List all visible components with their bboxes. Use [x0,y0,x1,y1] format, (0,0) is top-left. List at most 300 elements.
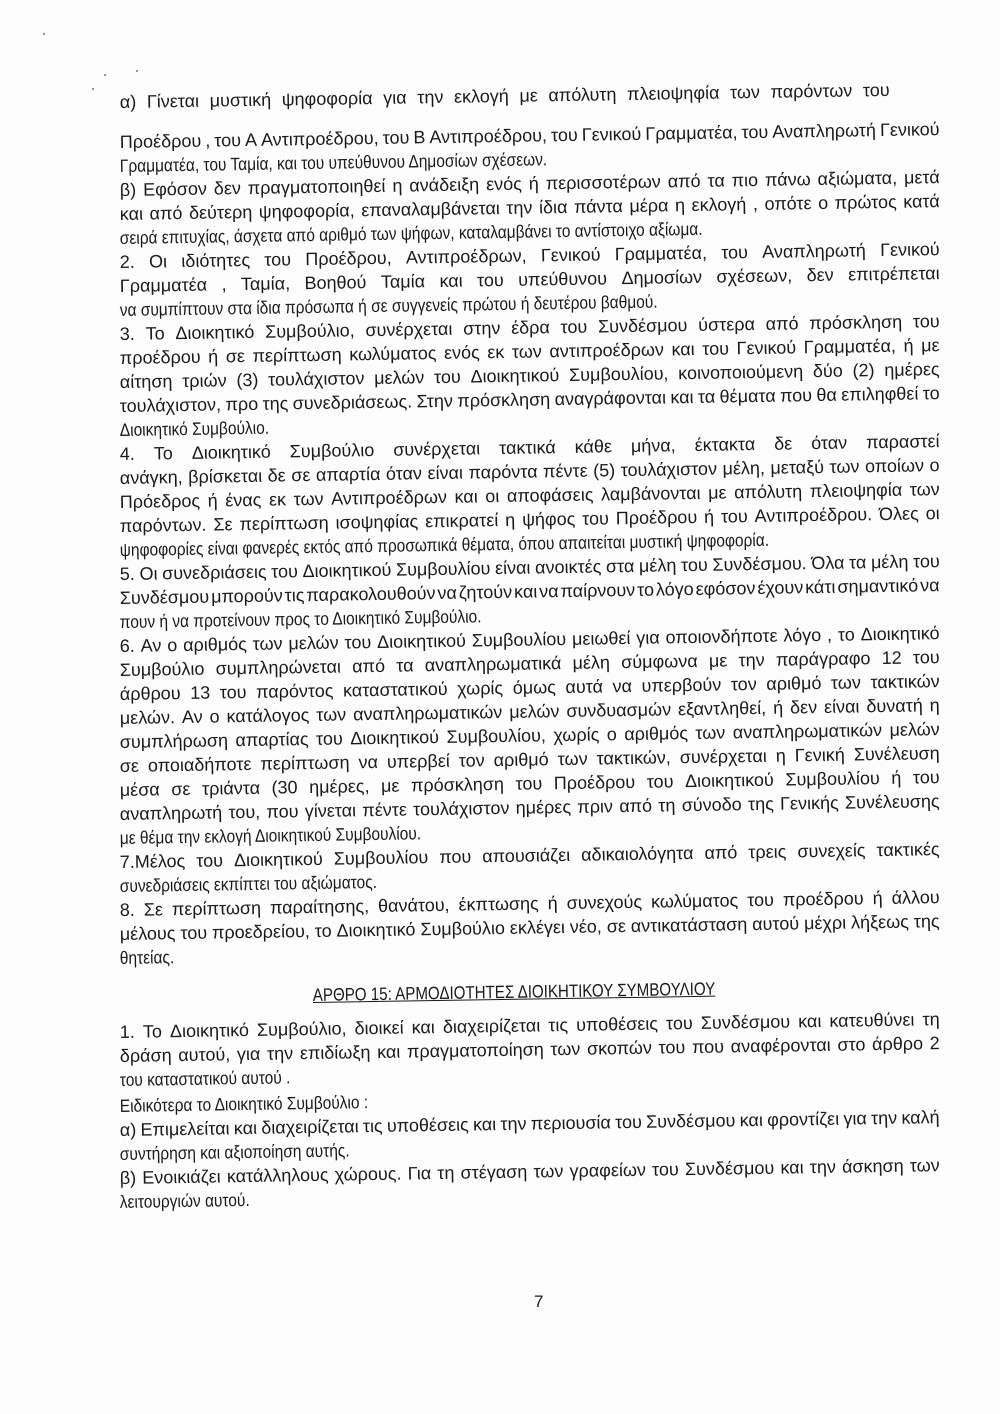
word: Γενικού [581,123,642,145]
word: των [293,488,324,510]
word: των [909,1155,940,1176]
word: κοινοποιούμενη [678,361,804,384]
word: οποιονδήποτε [665,625,778,648]
word: παρόντων. [119,514,207,537]
word: καταστατικού [342,678,448,701]
word: ένας [225,489,262,511]
word: εκλογή [691,194,747,216]
word: γίνεται [304,800,357,822]
word: σύμφωνα [621,650,698,673]
word: Αντιπροέδρων, [405,245,527,268]
word: αριθμός [624,723,689,745]
word: ή [547,893,558,914]
word: τις [548,1014,569,1036]
word: τα [396,655,414,676]
word: την [809,1156,837,1178]
word: Διοικητικό [175,321,255,344]
word: ύστερα [698,314,756,335]
word: δε [267,465,286,486]
word: του [741,121,769,143]
word: ή [528,173,539,194]
word: 3. [119,323,135,345]
word: ο [167,635,178,656]
word: τριών [182,370,227,392]
word: δεν [789,697,818,718]
word: μελών [509,701,560,722]
word: Συμβούλιο [119,658,205,681]
word: που [779,385,813,406]
word: 2 [929,1033,940,1054]
scan-speck [104,74,106,76]
scan-speck [43,33,45,35]
word: πριν [577,796,614,817]
word: αναπληρωματικών [732,720,883,743]
word: χώρους. [334,1163,402,1185]
word: στην [462,318,501,339]
word: συνδυασμών [566,699,672,721]
word: κατευθύνει [829,1009,915,1031]
word: ημέρες, [309,776,370,798]
word: φροντίζει [766,1108,840,1130]
article-15-heading: ΑΡΘΡΟ 15: ΑΡΜΟΔΙΟΤΗΤΕΣ ΔΙΟΙΚΗΤΙΚΟΥ ΣΥΜΒΟΥΛΙΟΥ [312,978,716,1006]
word: περίπτωση [252,344,342,366]
word: παρόντων [770,80,853,102]
word: των [511,341,542,362]
word: οπότε [764,193,812,214]
word: εκλογή [453,85,509,107]
word: λόγο [655,578,694,600]
word: του [747,889,775,911]
word: υποθέσεις [575,1013,659,1035]
word: προέδρου [119,346,201,369]
word: πλειοψηφία [626,82,720,105]
word: συμπληρώνεται [215,656,342,679]
word: Γραμματέα, [803,335,897,358]
text-line [120,80,890,113]
page-number: 7 [534,1292,544,1311]
word: τριάντα [201,777,261,799]
word: Αναπληρωτή [772,120,877,142]
word: Γενικού [540,244,601,266]
word: και [376,1041,401,1062]
word: παρακολουθούν [306,583,436,606]
word: ψηφοφορία [281,88,373,110]
word: πλειοψηφία [809,479,903,502]
word: του [658,1037,686,1058]
word: 6. [119,635,135,657]
word: άρθρου [119,683,181,705]
word: ο [209,706,220,727]
word: Δημοσίων [621,266,703,289]
word: κωλύματος [349,343,437,365]
word: ο [929,455,940,476]
word: Διοικητικό [336,919,416,941]
word: να [437,582,458,604]
word: την [506,197,533,218]
word: από [352,655,386,677]
word: των [695,722,726,743]
word: ο [606,724,617,745]
word: τακτικών [870,671,940,693]
word: ή [703,506,715,527]
word: Συμβουλίου [395,558,491,580]
word: συνεχούς [566,891,643,913]
word: περίπτωση [260,752,350,774]
word: 1. [119,1021,135,1043]
word: του [315,728,343,749]
word: συνέρχεται [393,438,481,460]
word: η [775,745,786,766]
word: του [646,771,674,792]
word: σε [606,916,627,937]
word: απόλυτη [548,84,617,106]
word: περισσοτέρων [545,171,661,194]
word: Διοικητικό [191,441,271,463]
word: ή [207,490,218,511]
word: Στην [416,390,454,412]
word: για [383,87,407,108]
word: του [582,508,610,529]
word: παίρνουν [560,579,636,602]
word: τουλάχιστον [412,797,510,820]
word: του [433,366,461,388]
word: Συνδέσμου [684,1157,775,1180]
word: εφόσον [695,578,756,599]
word: προέδρου [782,888,864,910]
word: είναι [494,557,531,579]
word: καλή [901,1107,940,1128]
word: και [472,1114,497,1135]
word: παραστεί [865,431,940,453]
word: υπερβούν [641,674,722,696]
word: , [205,130,211,151]
word: Επιμελείται [140,1118,230,1140]
word: τουλάχιστον [620,458,718,481]
word: Αναπληρωτή [762,240,867,262]
word: δεν [213,178,242,199]
word: Ταμία [380,271,426,292]
word: λόγο [783,624,822,646]
word: δεύτερη [188,201,253,223]
word: σημαντικό [837,575,919,597]
word: Όλες [878,503,919,525]
word: συνέρχεται [365,318,453,341]
word: Γενικής [779,792,839,814]
word: πραγματοποιηθεί [247,175,386,198]
word: τα [848,552,867,573]
word: του [180,922,208,944]
word: και [119,203,144,225]
word: μελών [889,719,940,740]
word: του [862,79,890,101]
word: Συμβουλίου [785,768,880,790]
word: επαναλαμβάνεται [361,198,500,221]
word: έκπτωσης [458,893,539,915]
word: η [392,175,403,196]
word: ενός [485,173,523,195]
word: δράση [119,1045,172,1067]
word: του [614,1111,642,1133]
word: ή [891,767,902,788]
word: πάνω [764,169,811,190]
word: Σε [143,899,164,920]
word: συνέρχεται [679,745,767,768]
word: Συνέλευση [853,743,940,765]
word: 12 [881,647,902,669]
word: Σε [213,514,233,535]
word: ο [817,192,829,214]
word: διαχειρίζεται [442,1015,541,1037]
word: Συμβουλίου, [568,363,669,385]
word: χωρίς [457,677,504,699]
word: του [264,249,292,270]
word: στο [837,1034,866,1055]
word: που [439,846,472,867]
word: εκλέγει [509,917,566,938]
word: Διοικητικού [302,559,392,582]
word: Γενικού [879,119,940,141]
word: αίτηση [119,371,173,393]
word: εκ [487,341,505,363]
word: (5) [593,460,616,481]
word: συνεδριάσεως. [292,391,413,414]
scan-speck [136,70,138,72]
word: την [417,86,444,108]
word: από [667,170,701,192]
word: μετά [903,167,940,188]
word: Διοικητικού [376,630,467,652]
word: Αν [181,706,203,728]
word: του [912,551,940,572]
word: θα [816,384,837,406]
word: την [738,649,765,671]
word: του [344,632,372,653]
word: τακτικών, [596,747,671,769]
word: ή [772,697,784,718]
word: μέσα [119,779,160,801]
word: Το [153,443,173,464]
word: έκτακτα [694,434,756,455]
word: περίπτωση [239,512,329,535]
word: από [619,795,653,817]
word: κάθε [574,436,613,457]
word: Προέδρου, [305,247,392,270]
word: Το [142,1021,163,1042]
word: λήξεως [850,911,909,933]
word: υπερβεί [386,750,450,772]
word: του [651,1159,679,1180]
word: του [476,269,504,291]
word: μελών [373,367,425,389]
word: Συμβούλιο, [264,320,355,342]
word: στα [605,555,635,577]
word: μελών [288,632,339,654]
word: Προέδρου [119,130,202,153]
word: ισοψηφίας [335,511,419,533]
word: σε [291,465,311,486]
word: πέντε [362,799,408,821]
word: αντικατάσταση [630,914,748,936]
word: την [266,1043,294,1064]
word: νέο, [569,916,603,937]
word: , [752,193,759,215]
word: Διοικητικού [470,365,560,387]
word: θέματα [719,385,776,407]
word: για [236,1043,261,1065]
word: απουσιάζει [482,844,571,867]
word: και [780,1157,804,1178]
text-line: λειτουργιών αυτού. [119,1189,250,1213]
word: το [314,920,332,941]
word: Συμβουλίου, [446,725,547,747]
word: ζητούν [458,581,513,603]
word: παράγραφο [775,648,871,670]
word: ίδια [538,196,568,218]
word: ημέρες [884,359,940,380]
word: αριθμό [766,672,822,694]
word: αξιώματα, [817,167,898,190]
word: Το [145,323,165,344]
word: δύο [812,360,843,382]
text-line [120,119,940,153]
text-line: σειρά επιτυχίας, άσχετα από αριθμό των ψήφων, καταλαμβάνει το αντίστοιχο αξίωμα. [119,218,703,249]
word: α) [119,91,137,113]
word: που [266,801,299,822]
text-line: Διοικητικό Συμβούλιο. [119,417,270,441]
word: το [837,624,855,645]
word: τις [284,585,305,606]
word: επιτρέπεται [847,263,940,285]
word: Β [413,127,426,148]
word: συνεδριάσεις [161,561,267,584]
word: έχουν [757,577,804,598]
word: της [747,793,774,815]
word: επιδίωξη [299,1042,371,1064]
word: Συνδέσμου [645,1110,736,1132]
word: του [214,130,242,151]
word: Αντιπροέδρου, [260,127,379,150]
word: ή [872,888,883,909]
word: παρόντα [468,461,538,483]
word: από [765,313,799,334]
word: και [739,1109,764,1131]
word: Γραμματέα, [645,122,738,144]
word: να [919,575,940,596]
word: τακτικά [498,437,556,459]
word: οποιαδήποτε [147,753,252,776]
word: δεν [806,264,834,286]
word: Διοικητικού [684,769,774,792]
word: του [702,338,730,359]
word: παρόντος [255,680,334,702]
word: προεδρείου, [211,921,310,943]
word: άλλου [891,887,940,908]
word: Συνδέσμου [597,315,688,337]
word: Προέδρου [553,771,636,794]
word: Διοικητικό [169,1019,250,1042]
word: οι [925,503,940,524]
word: ιδιότητες [181,249,251,272]
word: Γενικού [879,239,940,261]
word: υποθέσεις [386,1114,469,1136]
word: του [912,311,940,332]
word: με [380,775,400,796]
word: του [560,316,588,338]
word: σκοπών [586,1037,653,1059]
word: Γενικού [736,337,797,359]
text-line: πουν ή να προτείνουν προς το Διοικητικό Συμβούλιο. [119,606,482,633]
word: Οι [139,563,158,584]
word: τη [658,795,676,816]
word: αναγράφονται [554,387,667,410]
word: εξαντληθεί, [677,697,767,720]
word: που [691,1036,725,1058]
word: από [704,842,738,863]
word: των [252,633,283,654]
word: τρεις [748,841,787,863]
word: ανάγκη, [119,467,183,489]
word: πρόσκληση [809,311,903,334]
word: της [913,911,940,932]
word: μπορούν [210,585,283,607]
word: αριθμό [493,749,549,771]
word: πρόσκληση [457,389,551,411]
word: τη [922,1009,940,1030]
word: Γενική [794,744,845,766]
word: , [221,274,227,295]
word: κάτι [805,576,836,598]
word: αναπληρωματικών [352,701,503,725]
word: και [671,338,695,360]
word: η [929,695,940,716]
word: όταν [810,432,848,454]
word: τις [362,1115,383,1137]
word: για [636,627,660,648]
word: με [920,335,940,356]
word: και [439,270,463,291]
word: παραίτησης, [269,896,370,918]
word: Αντιπροέδρου. [754,504,873,527]
word: αδικαιολόγητα [581,842,694,865]
word: ή [208,346,219,367]
word: πρώτος [834,191,897,213]
word: να [612,675,633,697]
word: κατάλογος [226,705,310,727]
word: και [798,1010,822,1032]
word: ψήφος [521,508,576,530]
word: τουλάχιστον, [119,394,222,417]
word: συνεχείς [797,840,866,862]
word: αυτού, [178,1044,231,1066]
word: τακτικές [876,839,940,861]
word: χωρίς [553,724,600,746]
word: ή [903,335,914,356]
word: Συμβούλιο, [256,1018,347,1040]
word: Βοηθού [304,272,367,294]
word: το [636,579,655,600]
word: Εφόσον [142,178,208,200]
word: Αντιπροέδρου, [429,125,548,148]
word: τουλάχιστον [267,368,365,390]
word: Συμβουλίου [471,628,567,651]
word: Συμβούλιο [420,917,506,940]
word: όμως [512,677,557,698]
word: πιο [731,169,759,191]
word: στέγαση [460,1161,528,1183]
word: απαρτίας [235,729,309,751]
word: Ταμία, [240,273,291,295]
word: τη [437,1162,455,1184]
